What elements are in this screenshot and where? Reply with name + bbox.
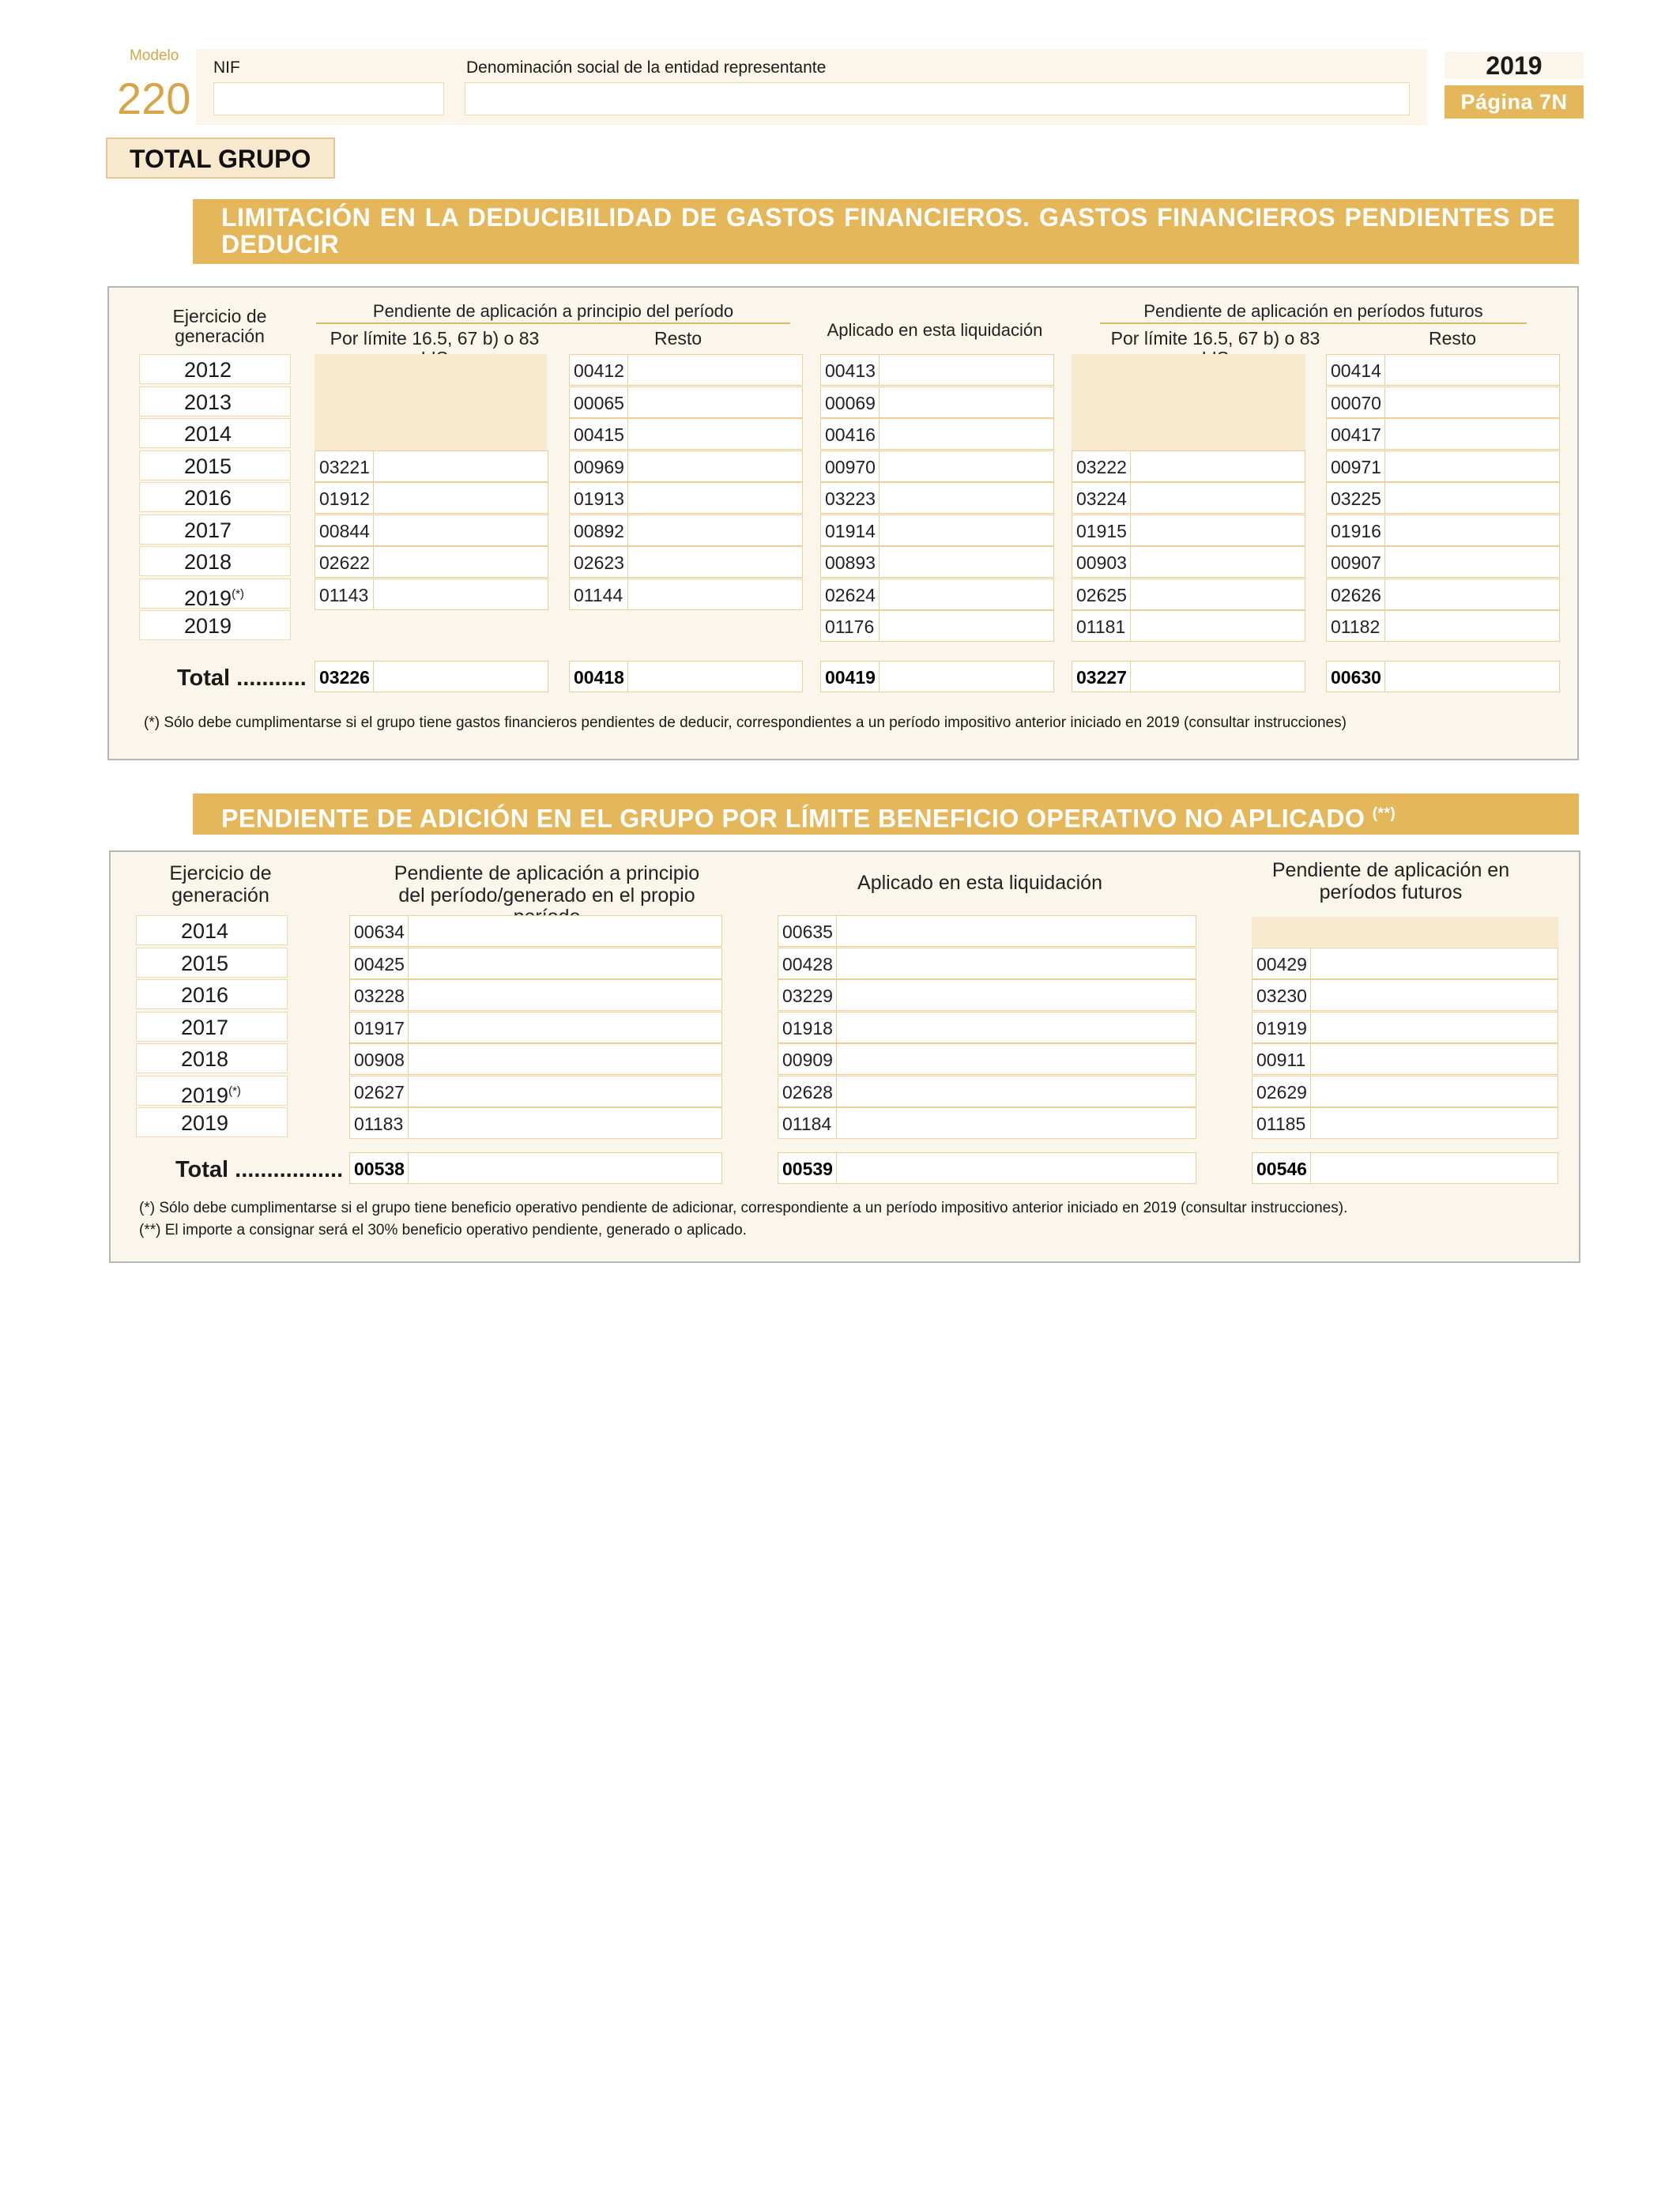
amount-field[interactable] — [349, 1043, 722, 1075]
box-code: 00971 — [1327, 451, 1385, 481]
s2-total-label: Total ................. — [175, 1157, 344, 1182]
amount-field[interactable] — [778, 1152, 1196, 1184]
box-code: 03230 — [1252, 980, 1311, 1010]
year-label: 2018 — [184, 550, 232, 574]
year-label: 2015 — [184, 454, 232, 478]
amount-field[interactable] — [820, 418, 1054, 450]
s2-note1: (*) Sólo debe cumplimentarse si el grupo tiene beneficio operativo pendiente de adicionar, correspondiente a un período impositivo anterior iniciado en 2019 (consultar instrucciones). — [139, 1200, 1348, 1216]
s2-col-ejercicio: Ejercicio de generación — [169, 862, 272, 907]
box-code: 02625 — [1072, 579, 1131, 609]
amount-field[interactable] — [820, 386, 1054, 418]
box-code: 03228 — [350, 980, 409, 1010]
amount-field[interactable] — [569, 579, 803, 610]
amount-field[interactable] — [569, 515, 803, 546]
box-code: 01182 — [1327, 611, 1385, 641]
box-code: 03225 — [1327, 483, 1385, 513]
box-code: 00417 — [1327, 419, 1385, 449]
amount-field[interactable] — [315, 515, 548, 546]
amount-field[interactable] — [778, 948, 1196, 979]
s1-group2-sub1: Por límite 16.5, 67 b) o 83 — [1110, 328, 1320, 349]
section1-panel — [107, 286, 1579, 760]
box-code: 00425 — [350, 948, 409, 978]
year-label: 2014 — [184, 422, 232, 446]
s2-note2: (**) El importe a consignar será el 30% beneficio operativo pendiente, generado o aplicado. — [139, 1222, 747, 1238]
denominacion-label: Denominación social de la entidad representante — [466, 58, 827, 77]
box-code: 02622 — [315, 547, 374, 577]
amount-field[interactable] — [315, 579, 548, 610]
section2-title: PENDIENTE DE ADICIÓN EN EL GRUPO POR LÍMITE BENEFICIO OPERATIVO NO APLICADO — [221, 804, 1365, 833]
amount-field[interactable] — [778, 1076, 1196, 1107]
box-code: 01185 — [1252, 1108, 1311, 1138]
box-code: 03221 — [315, 451, 374, 481]
year-box: 2019 — [1445, 52, 1584, 79]
amount-field[interactable] — [778, 1012, 1196, 1043]
year-label: 2014 — [181, 919, 229, 943]
box-code: 01183 — [350, 1108, 409, 1138]
amount-field[interactable] — [1326, 610, 1560, 642]
amount-field[interactable] — [1072, 450, 1305, 482]
year-label: 2019 — [184, 586, 232, 610]
amount-field[interactable] — [778, 979, 1196, 1011]
amount-field[interactable] — [820, 515, 1054, 546]
amount-field[interactable] — [820, 661, 1054, 692]
amount-field[interactable] — [1326, 661, 1560, 692]
box-code: 01919 — [1252, 1012, 1311, 1042]
year-mark: (*) — [232, 586, 244, 601]
amount-field[interactable] — [349, 915, 722, 947]
box-code: 02628 — [778, 1076, 837, 1106]
amount-field[interactable] — [1326, 418, 1560, 450]
year-label: 2016 — [184, 486, 232, 510]
s1-group1-sub2: Resto — [654, 328, 703, 349]
box-code: 00539 — [778, 1153, 837, 1183]
amount-field[interactable] — [778, 915, 1196, 947]
modelo-label: Modelo — [130, 47, 179, 64]
amount-field[interactable] — [349, 1076, 722, 1107]
amount-field[interactable] — [1326, 482, 1560, 514]
box-code: 00634 — [350, 916, 409, 946]
page-badge: Página 7N — [1445, 85, 1584, 119]
nif-label: NIF — [213, 58, 240, 77]
amount-field[interactable] — [778, 1107, 1196, 1139]
amount-field[interactable] — [569, 482, 803, 514]
box-code: 02624 — [821, 579, 880, 609]
box-code: 00415 — [570, 419, 628, 449]
s1-col-ejercicio: Ejercicio de generación — [172, 306, 267, 347]
s1-group2-sub2: Resto — [1428, 328, 1477, 349]
amount-field[interactable] — [820, 610, 1054, 642]
section2-title-mark: (**) — [1372, 805, 1396, 822]
section2-panel — [109, 850, 1580, 1263]
box-code: 01914 — [821, 515, 880, 545]
box-code: 00414 — [1327, 355, 1385, 385]
box-code: 01916 — [1327, 515, 1385, 545]
amount-field[interactable] — [569, 661, 803, 692]
s1-group1-sub1: Por límite 16.5, 67 b) o 83 — [330, 328, 540, 349]
amount-field[interactable] — [1072, 610, 1305, 642]
box-code: 01176 — [821, 611, 880, 641]
box-code: 01913 — [570, 483, 628, 513]
amount-field[interactable] — [1072, 515, 1305, 546]
year-label: 2017 — [181, 1015, 229, 1039]
s1-note: (*) Sólo debe cumplimentarse si el grupo tiene gastos financieros pendientes de deducir, correspondientes a un período impositivo anterior iniciado en 2019 (consultar instrucciones) — [144, 714, 1347, 731]
amount-field[interactable] — [569, 450, 803, 482]
amount-field[interactable] — [1326, 386, 1560, 418]
box-code: 00635 — [778, 916, 837, 946]
amount-field[interactable] — [349, 1107, 722, 1139]
modelo-number: 220 — [117, 74, 191, 123]
box-code: 03222 — [1072, 451, 1131, 481]
amount-field[interactable] — [349, 1012, 722, 1043]
year-label: 2015 — [181, 951, 229, 975]
denominacion-field[interactable] — [465, 82, 1410, 115]
nif-field[interactable] — [213, 82, 444, 115]
amount-field[interactable] — [569, 546, 803, 578]
year-mark: (*) — [228, 1084, 241, 1098]
amount-field[interactable] — [1326, 546, 1560, 578]
box-code: 00908 — [350, 1044, 409, 1074]
amount-field[interactable] — [820, 450, 1054, 482]
box-code: 00065 — [570, 387, 628, 417]
amount-field[interactable] — [1252, 1012, 1558, 1043]
s1-total-label: Total ........... — [177, 665, 307, 691]
box-code: 00429 — [1252, 948, 1311, 978]
year-label: 2018 — [181, 1047, 229, 1071]
box-code: 00911 — [1252, 1044, 1311, 1074]
box-code: 01143 — [315, 579, 374, 609]
box-code: 02623 — [570, 547, 628, 577]
box-code: 00907 — [1327, 547, 1385, 577]
amount-field[interactable] — [1326, 515, 1560, 546]
amount-field[interactable] — [1252, 1076, 1558, 1107]
box-code: 01917 — [350, 1012, 409, 1042]
year-label: 2017 — [184, 518, 232, 542]
amount-field[interactable] — [1326, 579, 1560, 610]
amount-field[interactable] — [1252, 979, 1558, 1011]
amount-field[interactable] — [315, 661, 548, 692]
amount-field[interactable] — [569, 354, 803, 386]
amount-field[interactable] — [1252, 1107, 1558, 1139]
box-code: 00412 — [570, 355, 628, 385]
box-code: 00892 — [570, 515, 628, 545]
box-code: 00538 — [350, 1153, 409, 1183]
s2-col1: Pendiente de aplicación a principio del período/generado en el propio — [394, 862, 700, 907]
box-code: 00893 — [821, 547, 880, 577]
amount-field[interactable] — [1072, 482, 1305, 514]
box-code: 00416 — [821, 419, 880, 449]
amount-field[interactable] — [820, 579, 1054, 610]
box-code: 03224 — [1072, 483, 1131, 513]
year-label: 2016 — [181, 983, 229, 1007]
amount-field[interactable] — [820, 546, 1054, 578]
box-code: 01915 — [1072, 515, 1131, 545]
box-code: 03226 — [315, 662, 374, 692]
box-code: 02626 — [1327, 579, 1385, 609]
box-code: 00844 — [315, 515, 374, 545]
amount-field[interactable] — [315, 482, 548, 514]
s2-col2: Aplicado en esta liquidación — [857, 872, 1102, 894]
amount-field[interactable] — [315, 546, 548, 578]
box-code: 00419 — [821, 662, 880, 692]
box-code: 01144 — [570, 579, 628, 609]
box-code: 03227 — [1072, 662, 1131, 692]
box-code: 03229 — [778, 980, 837, 1010]
amount-field[interactable] — [569, 418, 803, 450]
amount-field[interactable] — [315, 450, 548, 482]
box-code: 03223 — [821, 483, 880, 513]
amount-field[interactable] — [349, 948, 722, 979]
box-code: 01918 — [778, 1012, 837, 1042]
box-code: 00909 — [778, 1044, 837, 1074]
box-code: 00630 — [1327, 662, 1385, 692]
header-box — [196, 49, 1427, 125]
year-label: 2012 — [184, 358, 232, 382]
amount-field[interactable] — [1326, 354, 1560, 386]
amount-field[interactable] — [1252, 948, 1558, 979]
s1-group2-label: Pendiente de aplicación en períodos futuros — [1100, 302, 1527, 324]
amount-field[interactable] — [569, 386, 803, 418]
amount-field[interactable] — [1252, 1043, 1558, 1075]
s1-group1-label: Pendiente de aplicación a principio del período — [316, 302, 790, 324]
s2-col3: Pendiente de aplicación en períodos futuros — [1271, 859, 1510, 903]
box-code: 00070 — [1327, 387, 1385, 417]
amount-field[interactable] — [349, 1152, 722, 1184]
box-code: 01184 — [778, 1108, 837, 1138]
year-label: 2013 — [184, 390, 232, 414]
box-code: 00418 — [570, 662, 628, 692]
box-code: 00903 — [1072, 547, 1131, 577]
s1-grid — [109, 288, 1580, 762]
amount-field[interactable] — [778, 1043, 1196, 1075]
box-code: 00069 — [821, 387, 880, 417]
year-label: 2019 — [181, 1111, 229, 1135]
amount-field[interactable] — [1326, 450, 1560, 482]
box-code: 00428 — [778, 948, 837, 978]
s1-col-aplicado: Aplicado en esta liquidación — [827, 320, 1043, 340]
amount-field[interactable] — [1072, 546, 1305, 578]
section2-title-bar — [193, 794, 1579, 835]
year-label: 2019 — [184, 614, 232, 638]
box-code: 00969 — [570, 451, 628, 481]
box-code: 00970 — [821, 451, 880, 481]
amount-field[interactable] — [1072, 661, 1305, 692]
amount-field[interactable] — [1072, 579, 1305, 610]
box-code: 00546 — [1252, 1153, 1311, 1183]
amount-field[interactable] — [820, 354, 1054, 386]
box-code: 02629 — [1252, 1076, 1311, 1106]
box-code: 00413 — [821, 355, 880, 385]
amount-field[interactable] — [349, 979, 722, 1011]
box-code: 01912 — [315, 483, 374, 513]
amount-field[interactable] — [820, 482, 1054, 514]
year-label: 2019 — [181, 1083, 229, 1107]
box-code: 02627 — [350, 1076, 409, 1106]
box-code: 01181 — [1072, 611, 1131, 641]
total-grupo-label: TOTAL GRUPO — [106, 138, 335, 179]
amount-field[interactable] — [1252, 1152, 1558, 1184]
section1-title: LIMITACIÓN EN LA DEDUCIBILIDAD DE GASTOS FINANCIEROS. GASTOS FINANCIEROS PENDIENTES DE DEDUCIR — [193, 199, 1579, 264]
